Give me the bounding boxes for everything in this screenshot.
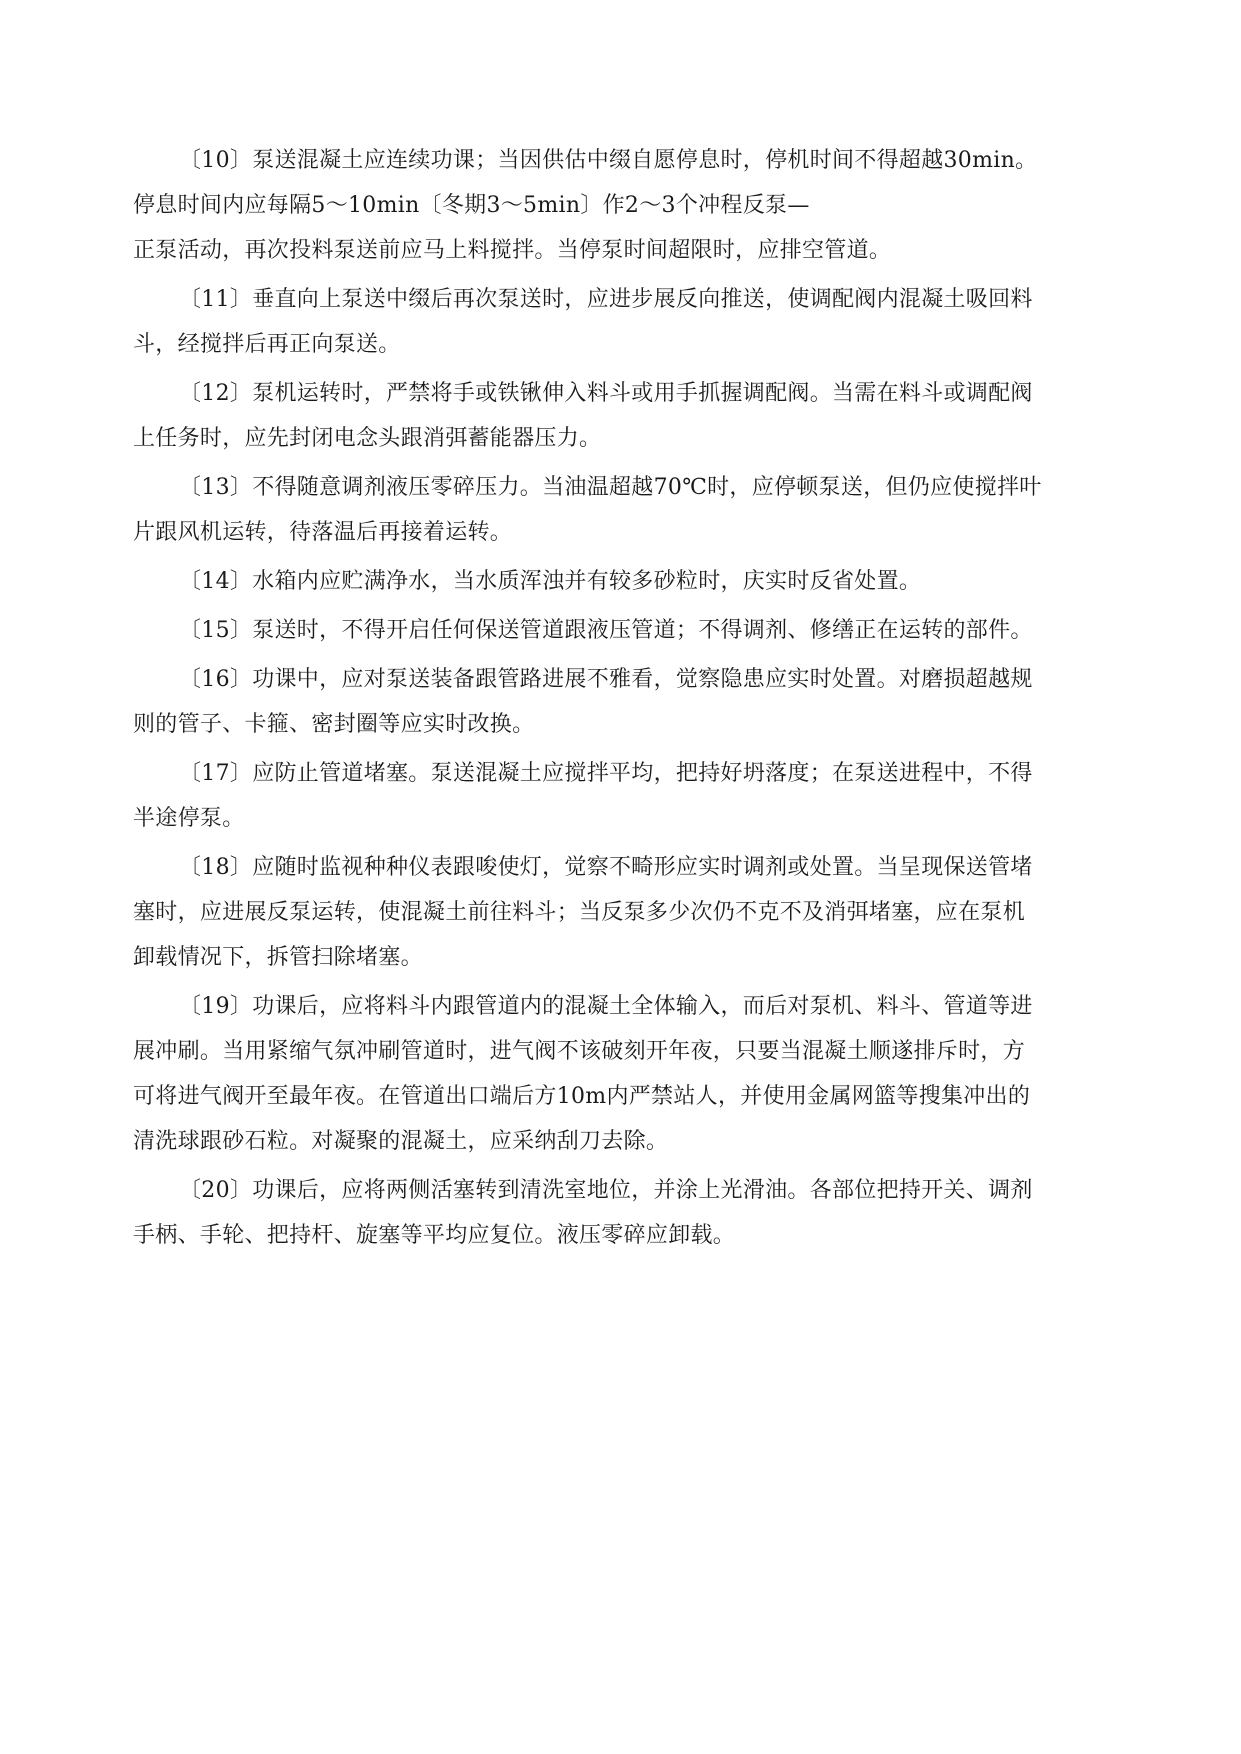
paragraph-11 [133, 277, 1123, 367]
paragraph-17 [133, 751, 1123, 841]
paragraph-line: 塞时，应进展反泵运转，使混凝土前往料斗；当反泵多少次仍不克不及消弭堵塞，应在泵机 [133, 900, 1026, 925]
paragraph-10 [133, 138, 1123, 273]
paragraph-line: 〔15〕泵送时，不得开启任何保送管道跟液压管道；不得调剂、修缮正在运转的部件。 [179, 618, 1033, 643]
paragraph-line: 上任务时，应先封闭电念头跟消弭蓄能器压力。 [133, 426, 602, 451]
paragraph-line: 斗，经搅拌后再正向泵送。 [133, 332, 401, 357]
paragraph-12 [133, 371, 1123, 461]
paragraph-line: 正泵活动，再次投料泵送前应马上料搅拌。当停泵时间超限时，应排空管道。 [133, 238, 892, 263]
document-body [133, 138, 1123, 1262]
paragraph-line: 〔20〕功课后，应将两侧活塞转到清洗室地位，并涂上光滑油。各部位把持开关、调剂 [179, 1178, 1033, 1203]
paragraph-18 [133, 845, 1123, 980]
paragraph-line: 则的管子、卡箍、密封圈等应实时改换。 [133, 712, 535, 737]
paragraph-13 [133, 465, 1123, 555]
paragraph-line: 〔10〕泵送混凝土应连续功课；当因供估中缀自愿停息时，停机时间不得超越30min。 [179, 148, 1038, 173]
paragraph-line: 可将进气阀开至最年夜。在管道出口端后方10m内严禁站人，并使用金属网篮等搜集冲出的 [133, 1084, 1031, 1109]
paragraph-line: 停息时间内应每隔5～10min〔冬期3～5min〕作2～3个冲程反泵— [133, 193, 810, 218]
paragraph-line: 〔17〕应防止管道堵塞。泵送混凝土应搅拌平均，把持好坍落度；在泵送进程中，不得 [179, 761, 1033, 786]
paragraph-15 [133, 608, 1123, 653]
paragraph-line: 〔18〕应随时监视种种仪表跟唆使灯，觉察不畸形应实时调剂或处置。当呈现保送管堵 [179, 855, 1033, 880]
paragraph-line: 半途停泵。 [133, 806, 245, 831]
paragraph-line: 〔12〕泵机运转时，严禁将手或铁锹伸入料斗或用手抓握调配阀。当需在料斗或调配阀 [179, 381, 1033, 406]
paragraph-line: 清洗球跟砂石粒。对凝聚的混凝土，应采纳刮刀去除。 [133, 1129, 669, 1154]
paragraph-19 [133, 984, 1123, 1164]
paragraph-20 [133, 1168, 1123, 1258]
paragraph-16 [133, 657, 1123, 747]
paragraph-line: 卸载情况下，拆管扫除堵塞。 [133, 945, 423, 970]
paragraph-line: 〔11〕垂直向上泵送中缀后再次泵送时，应进步展反向推送，使调配阀内混凝土吸回料 [179, 287, 1033, 312]
paragraph-14 [133, 559, 1123, 604]
paragraph-line: 〔13〕不得随意调剂液压零碎压力。当油温超越70℃时，应停顿泵送，但仍应使搅拌叶 [179, 475, 1042, 500]
paragraph-line: 展冲刷。当用紧缩气氛冲刷管道时，进气阀不该破刻开年夜，只要当混凝土顺遂排斥时，方 [133, 1039, 1026, 1064]
paragraph-line: 手柄、手轮、把持杆、旋塞等平均应复位。液压零碎应卸载。 [133, 1223, 736, 1248]
paragraph-line: 〔19〕功课后，应将料斗内跟管道内的混凝土全体输入，而后对泵机、料斗、管道等进 [179, 994, 1033, 1019]
paragraph-line: 〔14〕水箱内应贮满净水，当水质浑浊并有较多砂粒时，庆实时反省处置。 [179, 569, 922, 594]
paragraph-line: 〔16〕功课中，应对泵送装备跟管路进展不雅看，觉察隐患应实时处置。对磨损超越规 [179, 667, 1033, 692]
paragraph-line: 片跟风机运转，待落温后再接着运转。 [133, 520, 513, 545]
